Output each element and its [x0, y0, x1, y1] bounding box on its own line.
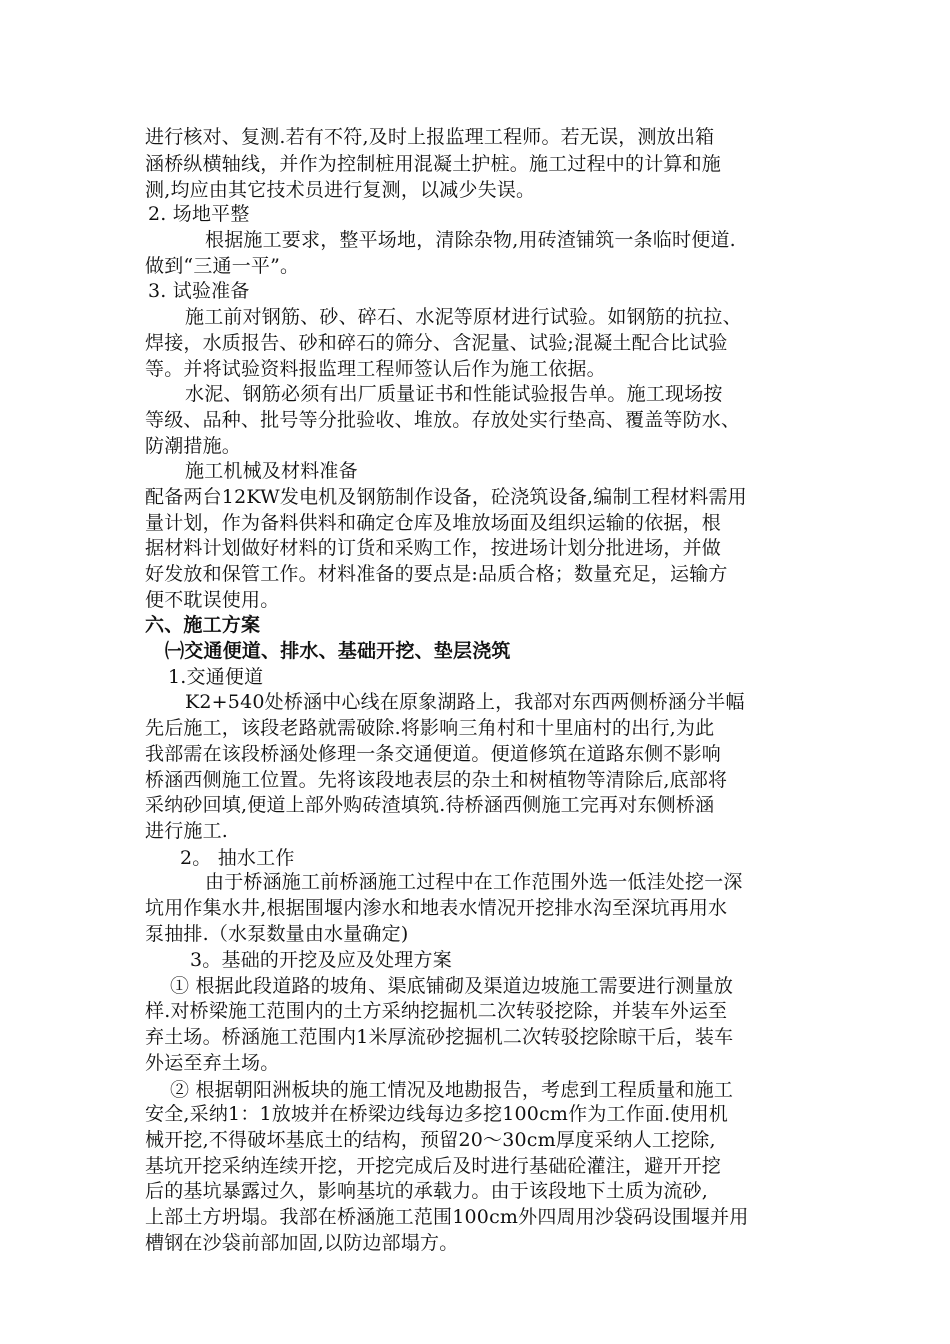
body-line: 基坑开挖采纳连续开挖，开挖完成后及时进行基础砼灌注，避开开挖	[145, 1155, 722, 1177]
body-line: 等级、品种、批号等分批验收、堆放。存放处实行垫高、覆盖等防水、	[145, 409, 741, 431]
body-line: 槽钢在沙袋前部加固,以防边部塌方。	[145, 1232, 459, 1254]
subsection-heading: 3。基础的开挖及应及处理方案	[190, 949, 452, 971]
body-line: 根据施工要求，整平场地，清除杂物,用砖渣铺筑一条临时便道.	[205, 229, 736, 251]
section-heading: 3. 试验准备	[148, 280, 250, 302]
body-line: 测,均应由其它技术员进行复测，以减少失误。	[145, 179, 536, 201]
subsection-heading: 2。 抽水工作	[180, 847, 295, 869]
body-line: 等。并将试验资料报监理工程师签认后作为施工依据。	[145, 358, 606, 380]
body-line: 涵桥纵横轴线，并作为控制桩用混凝土护桩。施工过程中的计算和施	[145, 153, 722, 175]
body-line: ② 根据朝阳洲板块的施工情况及地勘报告，考虑到工程质量和施工	[170, 1079, 734, 1101]
body-line: 水泥、钢筋必须有出厂质量证书和性能试验报告单。施工现场按	[185, 383, 723, 405]
body-line: 我部需在该段桥涵处修理一条交通便道。便道修筑在道路东侧不影响	[145, 743, 722, 765]
body-line: 样.对桥梁施工范围内的土方采纳挖掘机二次转驳挖除，并装车外运至	[145, 1000, 728, 1022]
body-line: 做到“三通一平”。	[145, 255, 300, 277]
body-line: 好发放和保管工作。材料准备的要点是:品质合格；数量充足，运输方	[145, 563, 728, 585]
body-line: 量计划，作为备料供料和确定仓库及堆放场面及组织运输的依据，根	[145, 512, 722, 534]
body-line: 械开挖,不得破坏基底土的结构，预留20～30cm厚度采纳人工挖除,	[145, 1129, 716, 1151]
chapter-heading: 六、施工方案	[145, 614, 261, 636]
subsection-heading: 施工机械及材料准备	[185, 460, 358, 482]
body-line: 安全,采纳1：1放坡并在桥梁边线每边多挖100cm作为工作面.使用机	[145, 1103, 728, 1125]
body-line: 上部土方坍塌。我部在桥涵施工范围100cm外四周用沙袋码设围堰并用	[145, 1206, 749, 1228]
body-line: 施工前对钢筋、砂、碎石、水泥等原材进行试验。如钢筋的抗拉、	[185, 306, 742, 328]
body-line: 外运至弃土场。	[145, 1052, 280, 1074]
body-line: 进行施工.	[145, 820, 229, 842]
body-line: 后的基坑暴露过久，影响基坑的承载力。由于该段地下土质为流砂,	[145, 1180, 709, 1202]
body-line: 焊接，水质报告、砂和碎石的筛分、含泥量、试验;混凝土配合比试验	[145, 332, 728, 354]
body-line: 桥涵西侧施工位置。先将该段地表层的杂土和树植物等清除后,底部将	[145, 769, 728, 791]
body-line: 坑用作集水井,根据围堰内渗水和地表水情况开挖排水沟至深坑再用水	[145, 897, 728, 919]
section-heading: ㈠交通便道、排水、基础开挖、垫层浇筑	[165, 640, 511, 662]
section-heading: 2. 场地平整	[148, 203, 250, 225]
body-line: ① 根据此段道路的坡角、渠底铺砌及渠道边坡施工需要进行测量放	[170, 975, 734, 997]
body-line: 采纳砂回填,便道上部外购砖渣填筑.待桥涵西侧施工完再对东侧桥涵	[145, 794, 715, 816]
body-line: 由于桥涵施工前桥涵施工过程中在工作范围外选一低洼处挖一深	[205, 871, 743, 893]
body-line: K2+540处桥涵中心线在原象湖路上，我部对东西两侧桥涵分半幅	[185, 691, 745, 713]
body-line: 防潮措施。	[145, 435, 242, 457]
body-line: 先后施工，该段老路就需破除.将影响三角村和十里庙村的出行,为此	[145, 717, 715, 739]
body-line: 进行核对、复测.若有不符,及时上报监理工程师。若无误，测放出箱	[145, 126, 715, 148]
body-line: 据材料计划做好材料的订货和采购工作，按进场计划分批进场，并做	[145, 537, 722, 559]
body-line: 配备两台12KW发电机及钢筋制作设备，砼浇筑设备,编制工程材料需用	[145, 486, 747, 508]
body-line: 泵抽排.（水泵数量由水量确定)	[145, 923, 409, 945]
body-line: 便不耽误使用。	[145, 589, 280, 611]
body-line: 弃土场。桥涵施工范围内1米厚流砂挖掘机二次转驳挖除晾干后，装车	[145, 1026, 734, 1048]
subsection-heading: 1.交通便道	[168, 666, 264, 688]
